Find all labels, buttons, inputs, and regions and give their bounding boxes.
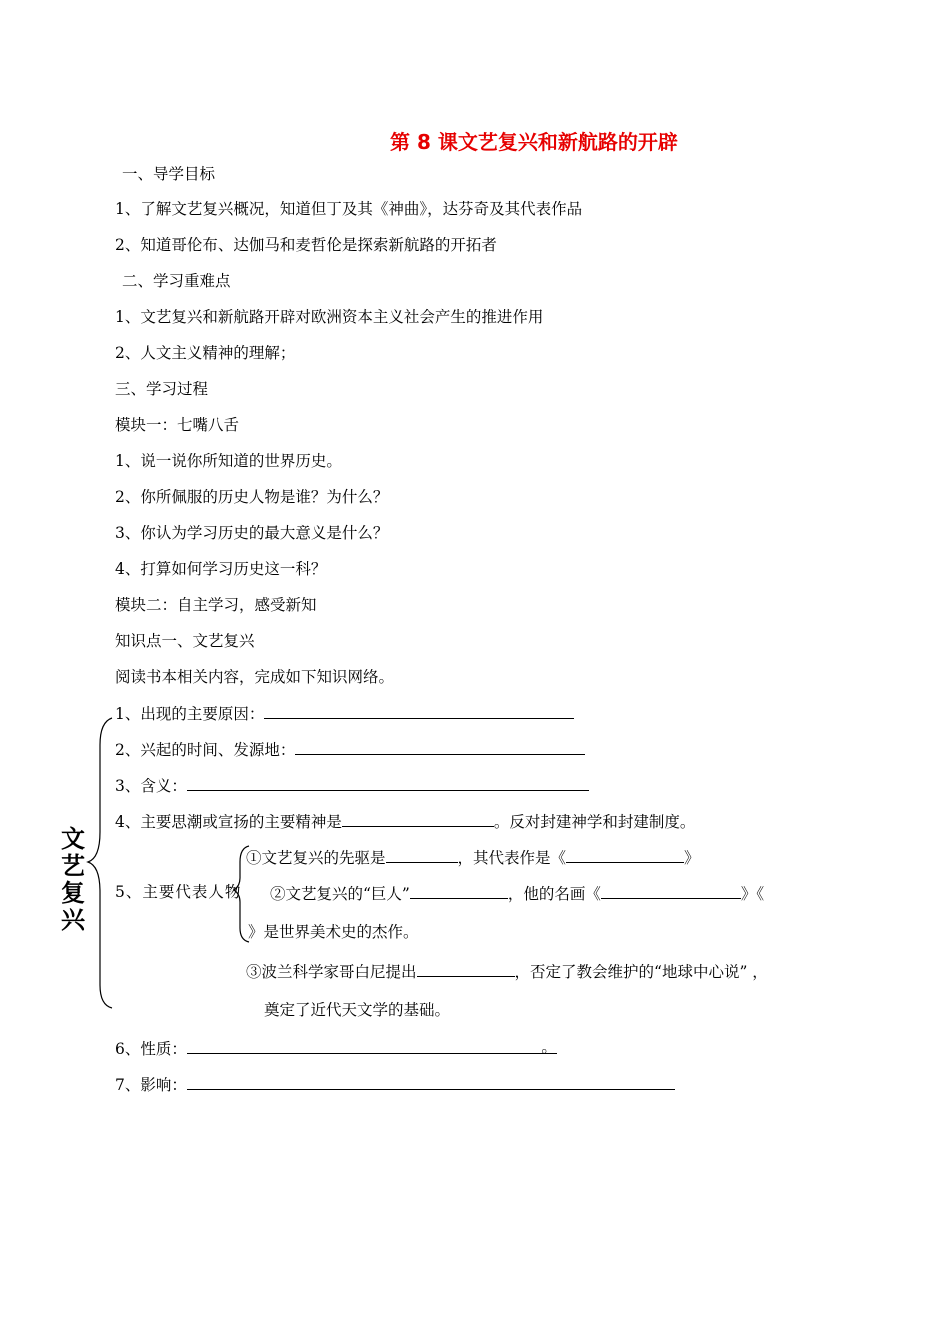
answer-blank[interactable] bbox=[566, 846, 684, 863]
answer-blank[interactable] bbox=[410, 882, 508, 899]
question-5c: ③波兰科学家哥白尼提出 ，否定了教会维护的“地球中心说” ， bbox=[246, 960, 768, 982]
module1-item: 3、你认为学习历史的最大意义是什么？ bbox=[115, 524, 389, 542]
answer-blank[interactable] bbox=[187, 774, 589, 791]
answer-blank[interactable] bbox=[342, 810, 494, 827]
answer-blank[interactable] bbox=[295, 738, 585, 755]
question-5b-cont: 》是世界美术史的杰作。 bbox=[248, 923, 419, 941]
goal-item: 2、知道哥伦布、达伽马和麦哲伦是探索新航路的开拓者 bbox=[115, 236, 497, 254]
instruction-text: 阅读书本相关内容，完成如下知识网络。 bbox=[115, 668, 395, 686]
module1-item: 1、说一说你所知道的世界历史。 bbox=[115, 452, 342, 470]
section-heading-goals: 一、导学目标 bbox=[122, 165, 216, 183]
question-3: 3、含义： bbox=[115, 774, 589, 796]
page-title: 第 8 课文艺复兴和新航路的开辟 bbox=[390, 130, 678, 154]
answer-blank[interactable] bbox=[417, 960, 515, 977]
module1-title: 模块一：七嘴八舌 bbox=[115, 416, 240, 434]
answer-blank[interactable] bbox=[264, 702, 574, 719]
question-2: 2、兴起的时间、发源地： bbox=[115, 738, 585, 760]
question-6: 6、性质： 。 bbox=[115, 1038, 557, 1058]
keypoint-item: 2、人文主义精神的理解； bbox=[115, 344, 296, 362]
answer-blank[interactable] bbox=[601, 882, 741, 899]
side-label: 文 艺 复 兴 bbox=[61, 825, 85, 934]
question-5c-cont: 奠定了近代天文学的基础。 bbox=[264, 1001, 451, 1019]
keypoint-item: 1、文艺复兴和新航路开辟对欧洲资本主义社会产生的推进作用 bbox=[115, 308, 544, 326]
module2-title: 模块二：自主学习，感受新知 bbox=[115, 596, 317, 614]
module1-item: 4、打算如何学习历史这一科？ bbox=[115, 560, 327, 578]
goal-item: 1、了解文艺复兴概况，知道但丁及其《神曲》，达芬奇及其代表作品 bbox=[115, 200, 583, 218]
knowledge-point-title: 知识点一、文艺复兴 bbox=[115, 632, 255, 650]
question-5a: ①文艺复兴的先驱是 ，其代表作是《 》 bbox=[246, 846, 700, 868]
question-1: 1、出现的主要原因： bbox=[115, 702, 574, 724]
question-4: 4、主要思潮或宣扬的主要精神是 。反对封建神学和封建制度。 bbox=[115, 810, 695, 832]
answer-blank[interactable] bbox=[386, 846, 458, 863]
answer-blank[interactable] bbox=[187, 1073, 675, 1090]
question-5-label: 5、主要代表人物 bbox=[115, 883, 242, 901]
module1-item: 2、你所佩服的历史人物是谁？为什么？ bbox=[115, 488, 389, 506]
question-5b: ②文艺复兴的“巨人” ，他的名画《 》《 bbox=[270, 882, 764, 904]
question-7: 7、影响： bbox=[115, 1073, 675, 1095]
section-heading-process: 三、学习过程 bbox=[115, 380, 209, 398]
section-heading-keypoints: 二、学习重难点 bbox=[122, 272, 231, 290]
answer-blank[interactable]: 。 bbox=[187, 1037, 557, 1054]
